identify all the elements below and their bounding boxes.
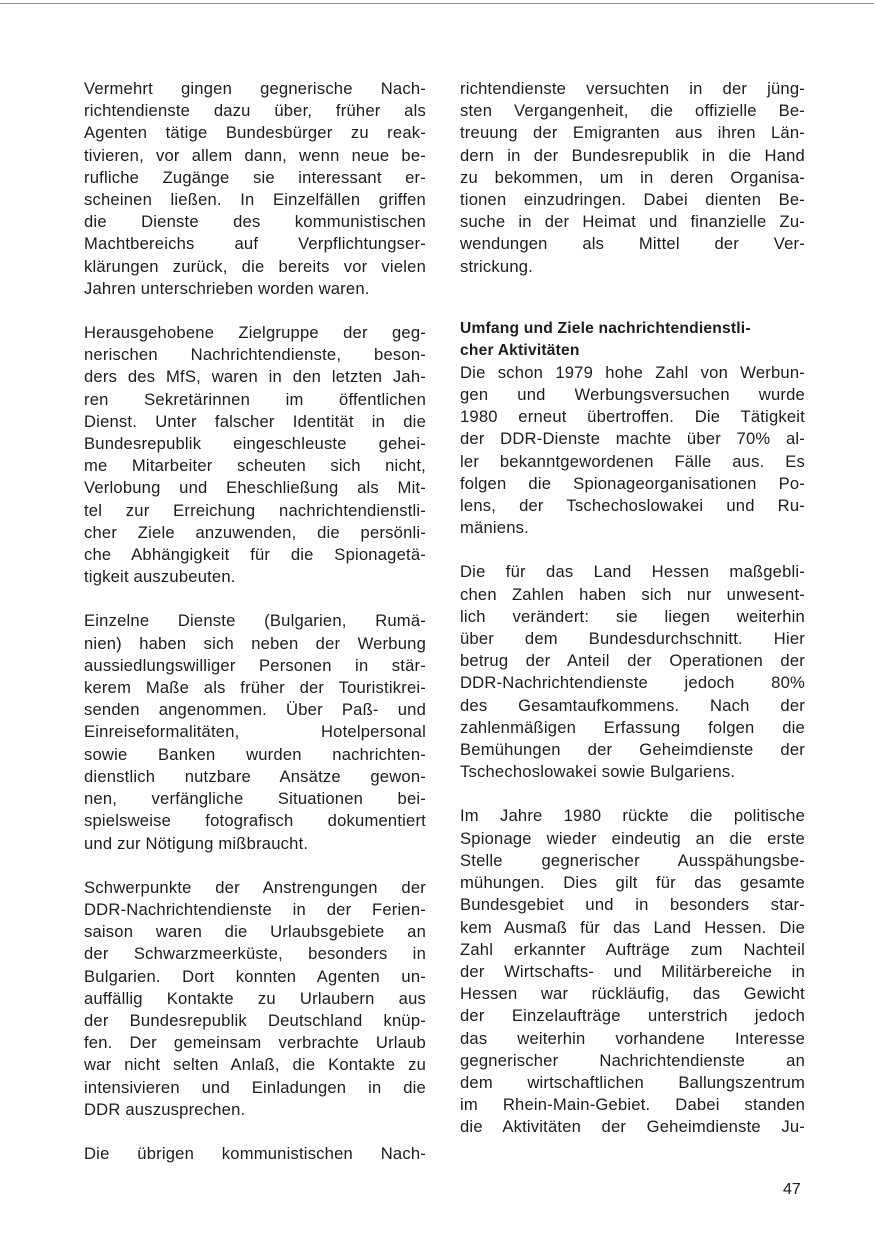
text-line: Bundesrepublik eingeschleuste gehei- <box>84 434 426 454</box>
text-line: kerem Maße als früher der Touristikrei- <box>84 678 426 698</box>
text-line: lens, der Tschechoslowakei und Ru- <box>460 496 805 516</box>
paragraph <box>460 805 805 1138</box>
text-line: scheinen ließen. In Einzelfällen griffen <box>84 190 426 210</box>
text-line: Tschechoslowakei sowie Bulgariens. <box>460 762 736 782</box>
text-line: Dienst. Unter falscher Identität in die <box>84 411 426 431</box>
text-line: tel zur Erreichung nachrichtendienstli- <box>84 500 426 520</box>
text-line: im Rhein-Main-Gebiet. Dabei standen <box>460 1095 805 1115</box>
text-line: ders des MfS, waren in den letzten Jah- <box>84 367 426 387</box>
text-line: tivieren, vor allem dann, wenn neue be- <box>84 145 426 165</box>
text-line: DDR-Nachrichtendienste in der Ferien- <box>84 899 426 919</box>
text-line: richtendienste versuchten in der jüng- <box>460 79 805 98</box>
text-line: Die für das Land Hessen maßgebli- <box>460 562 805 582</box>
paragraph <box>460 561 805 783</box>
text-line: tigkeit auszubeuten. <box>84 567 236 587</box>
right-column <box>460 78 805 1161</box>
text-line: über dem Bundesdurchschnitt. Hier <box>460 629 805 649</box>
paragraph <box>460 78 805 278</box>
text-line: strickung. <box>460 256 534 276</box>
section-heading <box>460 318 805 362</box>
text-line: sowie Banken wurden nachrichten- <box>84 744 426 764</box>
paragraph <box>84 322 426 588</box>
text-line: der Schwarzmeerküste, besonders in <box>84 944 426 964</box>
text-line: Spionage wieder eindeutig an die erste <box>460 828 805 848</box>
text-line: Die übrigen kommunistischen Nach- <box>84 1143 426 1163</box>
text-line: Einzelne Dienste (Bulgarien, Rumä- <box>84 611 426 631</box>
text-line: richtendienste dazu über, früher als <box>84 101 426 121</box>
text-line: gen und Werbungsversuchen wurde <box>460 385 805 405</box>
text-line: dern in der Bundesrepublik in die Hand <box>460 145 805 165</box>
text-line: Agenten tätige Bundesbürger zu reak- <box>84 123 426 143</box>
left-column <box>84 78 426 1187</box>
text-line: che Abhängigkeit für die Spionagetä- <box>84 545 426 565</box>
text-line: fen. Der gemeinsam verbrachte Urlaub <box>84 1033 426 1053</box>
text-line: Vermehrt gingen gegnerische Nach- <box>84 79 426 98</box>
text-line: saison waren die Urlaubsgebiete an <box>84 922 426 942</box>
text-line: war nicht selten Anlaß, die Kontakte zu <box>84 1055 426 1075</box>
text-line: der DDR-Dienste machte über 70% al- <box>460 429 805 449</box>
text-line: Hessen war rückläufig, das Gewicht <box>460 984 805 1004</box>
text-line: des Gesamtaufkommens. Nach der <box>460 695 805 715</box>
text-line: tionen einzudringen. Dabei dienten Be- <box>460 190 805 210</box>
text-line: nien) haben sich neben der Werbung <box>84 633 426 653</box>
text-line: Herausgehobene Zielgruppe der geg- <box>84 323 426 343</box>
text-line: zahlenmäßigen Erfassung folgen die <box>460 717 805 737</box>
text-line: mühungen. Dies gilt für das gesamte <box>460 873 805 893</box>
text-line: DDR-Nachrichtendienste jedoch 80% <box>460 673 805 693</box>
text-line: der Bundesrepublik Deutschland knüp- <box>84 1010 426 1030</box>
text-line: Die schon 1979 hohe Zahl von Werbun- <box>460 362 805 382</box>
text-line: wendungen als Mittel der Ver- <box>460 234 805 254</box>
text-line: Bundesgebiet und in besonders star- <box>460 895 805 915</box>
text-line: der Wirtschafts- und Militärbereiche in <box>460 961 805 981</box>
text-line: betrug der Anteil der Operationen der <box>460 651 805 671</box>
text-line: die Aktivitäten der Geheimdienste Ju- <box>460 1117 805 1137</box>
text-line: dem wirtschaftlichen Ballungszentrum <box>460 1072 805 1092</box>
text-line: chen Zahlen haben sich nur unwesent- <box>460 584 805 604</box>
text-line: Stelle gegnerischer Ausspähungsbe- <box>460 850 805 870</box>
text-line: intensivieren und Einladungen in die <box>84 1077 426 1097</box>
text-line: dienstlich nutzbare Ansätze gewon- <box>84 766 426 786</box>
text-line: die Dienste des kommunistischen <box>84 212 426 232</box>
paragraph <box>84 610 426 854</box>
text-line: DDR auszusprechen. <box>84 1099 246 1119</box>
top-rule <box>0 3 874 4</box>
text-line: ren Sekretärinnen im öffentlichen <box>84 389 426 409</box>
text-line: und zur Nötigung mißbraucht. <box>84 833 309 853</box>
text-line: Machtbereichs auf Verpflichtungser- <box>84 234 426 254</box>
text-line: Jahren unterschrieben worden waren. <box>84 278 370 298</box>
text-line: folgen die Spionageorganisationen Po- <box>460 473 805 493</box>
text-line: nerischen Nachrichtendienste, beson- <box>84 345 426 365</box>
text-line: suche in der Heimat und finanzielle Zu- <box>460 212 805 232</box>
text-line: sten Vergangenheit, die offizielle Be- <box>460 101 805 121</box>
text-line: Zahl erkannter Aufträge zum Nachteil <box>460 939 805 959</box>
paragraph <box>84 78 426 300</box>
text-line: treuung der Emigranten aus ihren Län- <box>460 123 805 143</box>
text-line: Verlobung und Eheschließung als Mit- <box>84 478 426 498</box>
text-line: Bulgarien. Dort konnten Agenten un- <box>84 966 426 986</box>
text-line: Einreiseformalitäten, Hotelpersonal <box>84 722 426 742</box>
text-line: me Mitarbeiter scheuten sich nicht, <box>84 456 426 476</box>
text-line: cher Ziele anzuwenden, die persönli- <box>84 522 426 542</box>
text-line: rufliche Zugänge sie interessant er- <box>84 167 426 187</box>
text-line: gegnerischer Nachrichtendienste an <box>460 1050 805 1070</box>
page-number: 47 <box>783 1181 801 1198</box>
text-line: klärungen zurück, die bereits vor vielen <box>84 256 426 276</box>
text-line: der Einzelaufträge unterstrich jedoch <box>460 1006 805 1026</box>
text-line: ler bekanntgewordenen Fälle aus. Es <box>460 451 805 471</box>
paragraph <box>84 1143 426 1165</box>
text-line: zu bekommen, um in deren Organisa- <box>460 167 805 187</box>
text-line: Bemühungen der Geheimdienste der <box>460 740 805 760</box>
text-line: spielsweise fotografisch dokumentiert <box>84 811 426 831</box>
heading-line: Umfang und Ziele nachrichtendienstli- <box>460 319 751 337</box>
heading-line: cher Aktivitäten <box>460 341 580 359</box>
text-line: Schwerpunkte der Anstrengungen der <box>84 877 426 897</box>
text-line: senden angenommen. Über Paß- und <box>84 700 426 720</box>
text-line: lich verändert: sie liegen weiterhin <box>460 606 805 626</box>
paragraph <box>460 362 805 540</box>
text-line: mäniens. <box>460 518 529 538</box>
text-line: nen, verfängliche Situationen bei- <box>84 789 426 809</box>
text-line: Im Jahre 1980 rückte die politische <box>460 806 805 826</box>
text-line: das weiterhin vorhandene Interesse <box>460 1028 805 1048</box>
text-line: aussiedlungswilliger Personen in stär- <box>84 655 426 675</box>
text-line: auffällig Kontakte zu Urlaubern aus <box>84 988 426 1008</box>
paragraph <box>84 877 426 1121</box>
text-line: 1980 erneut übertroffen. Die Tätigkeit <box>460 407 805 427</box>
text-line: kem Ausmaß für das Land Hessen. Die <box>460 917 805 937</box>
